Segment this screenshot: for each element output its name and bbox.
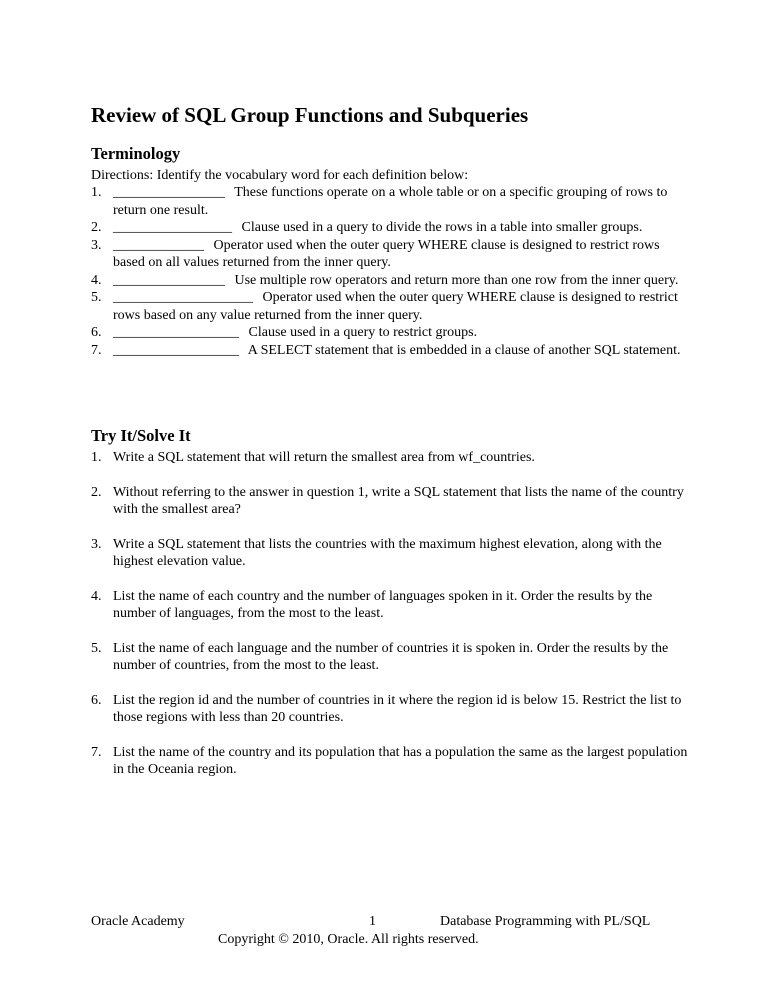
page-title: Review of SQL Group Functions and Subqueries bbox=[91, 103, 529, 127]
question-item bbox=[91, 484, 691, 519]
terminology-item bbox=[91, 184, 691, 219]
terminology-item bbox=[91, 237, 691, 272]
terminology-item bbox=[91, 324, 691, 342]
question-item bbox=[91, 640, 691, 675]
answer-blank: _________________ bbox=[113, 220, 232, 235]
answer-blank: __________________ bbox=[113, 342, 239, 358]
question-item bbox=[91, 744, 691, 779]
answer-blank: ________________ bbox=[113, 272, 225, 288]
terminology-list bbox=[91, 184, 691, 359]
question-item bbox=[91, 449, 691, 467]
terminology-item bbox=[91, 342, 691, 360]
item-number: 4. bbox=[91, 272, 102, 288]
question-number: 6. bbox=[91, 692, 102, 708]
definition-text: Clause used in a query to divide the rows in a table into smaller groups. bbox=[241, 220, 643, 235]
question-text: List the region id and the number of countries in it where the region id is below 15. Restrict the list to those regions with less than 20 countries. bbox=[113, 692, 682, 725]
definition-text: Use multiple row operators and return more than one row from the inner query. bbox=[234, 272, 679, 288]
item-number: 1. bbox=[91, 185, 102, 200]
question-item bbox=[91, 692, 691, 727]
terminology-directions: Directions: Identify the vocabulary word for each definition below: bbox=[91, 168, 469, 183]
question-text: Write a SQL statement that lists the countries with the maximum highest elevation, along with the highest elevation value. bbox=[113, 536, 662, 569]
footer-academy: Oracle Academy bbox=[91, 914, 185, 929]
footer-course-title: Database Programming with PL/SQL bbox=[440, 914, 651, 929]
definition-text: Operator used when the outer query WHERE clause is designed to restrict rows based on all values returned from the inner query. bbox=[113, 237, 660, 270]
try-it-heading: Try It/Solve It bbox=[91, 426, 191, 445]
item-number: 3. bbox=[91, 237, 102, 253]
question-number: 4. bbox=[91, 588, 102, 604]
answer-blank: ________________ bbox=[113, 185, 225, 200]
definition-text: Operator used when the outer query WHERE clause is designed to restrict rows based on any value returned from the inner query. bbox=[113, 290, 678, 323]
question-number: 3. bbox=[91, 536, 102, 552]
question-text: List the name of the country and its population that has a population the same as the largest population in the Oceania region. bbox=[113, 744, 688, 777]
question-number: 1. bbox=[91, 450, 102, 465]
question-number: 5. bbox=[91, 640, 102, 656]
question-item bbox=[91, 536, 691, 571]
question-number: 2. bbox=[91, 484, 102, 500]
answer-blank: __________________ bbox=[113, 325, 239, 340]
terminology-item bbox=[91, 272, 691, 290]
try-it-list bbox=[91, 449, 691, 796]
terminology-item bbox=[91, 289, 691, 324]
answer-blank: ____________________ bbox=[113, 290, 253, 305]
answer-blank: _____________ bbox=[113, 237, 204, 253]
definition-text: Clause used in a query to restrict groups. bbox=[248, 325, 478, 340]
question-item bbox=[91, 588, 691, 623]
item-number: 6. bbox=[91, 325, 102, 340]
terminology-heading: Terminology bbox=[91, 144, 181, 163]
question-text: List the name of each language and the number of countries it is spoken in. Order the results by the number of countries, from the most to the least. bbox=[113, 640, 669, 673]
definition-text: A SELECT statement that is embedded in a clause of another SQL statement. bbox=[247, 342, 681, 358]
terminology-item bbox=[91, 219, 691, 237]
definition-text: These functions operate on a whole table or on a specific grouping of rows to return one result. bbox=[113, 185, 668, 218]
question-text: Without referring to the answer in question 1, write a SQL statement that lists the name of the country with the smallest area? bbox=[113, 484, 684, 517]
question-text: Write a SQL statement that will return the smallest area from wf_countries. bbox=[113, 450, 535, 465]
question-number: 7. bbox=[91, 744, 102, 760]
item-number: 2. bbox=[91, 220, 102, 235]
footer-page-number: 1 bbox=[369, 914, 376, 929]
item-number: 5. bbox=[91, 290, 102, 305]
item-number: 7. bbox=[91, 342, 102, 358]
question-text: List the name of each country and the number of languages spoken in it. Order the results by the number of languages, from the most to the least. bbox=[113, 588, 653, 621]
footer-copyright: Copyright © 2010, Oracle. All rights reserved. bbox=[218, 932, 479, 947]
